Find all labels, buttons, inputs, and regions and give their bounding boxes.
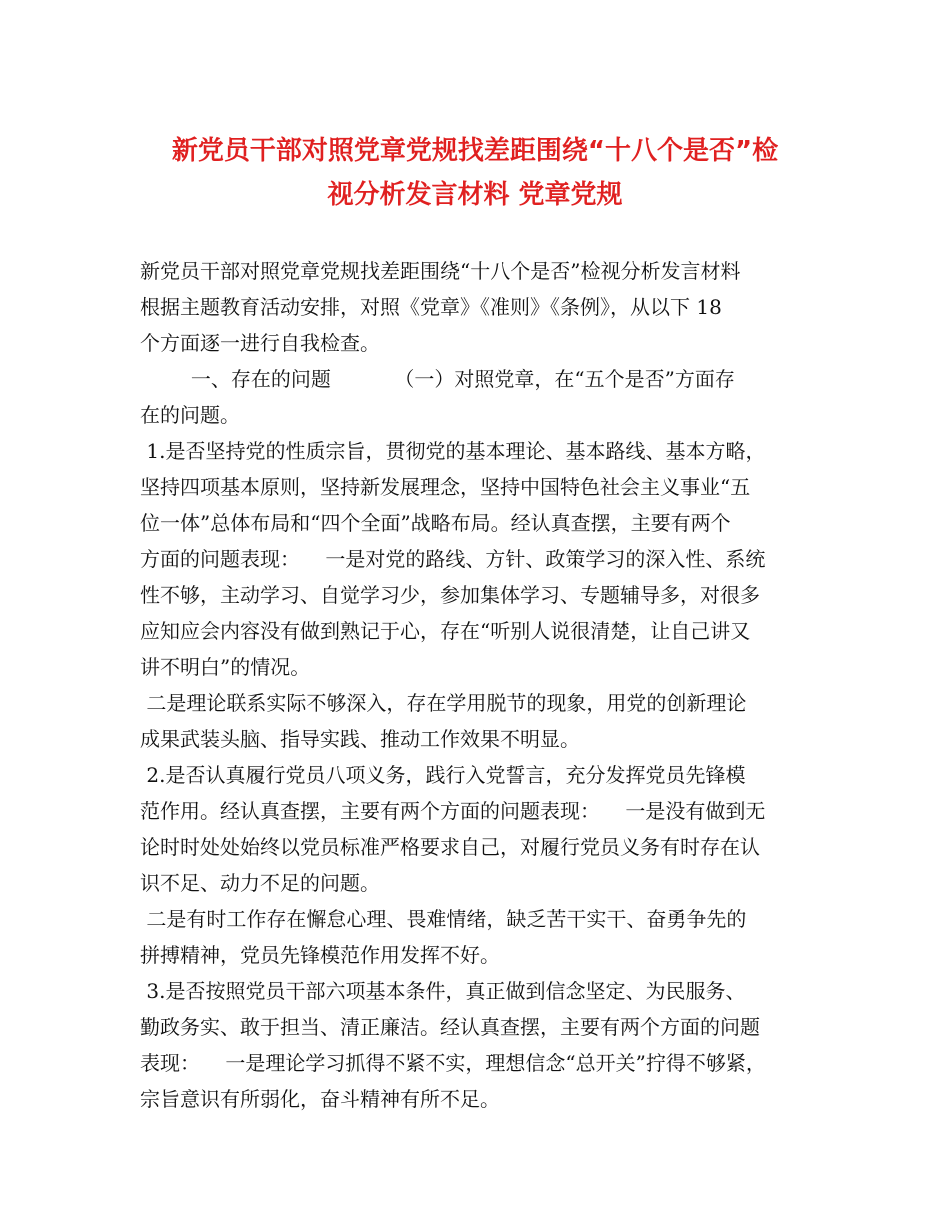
body-line: 应知应会内容没有做到熟记于心，存在“听别人说很清楚，让自己讲又 — [140, 619, 751, 643]
body-line: 拼搏精神，党员先锋模范作用发挥不好。 — [140, 943, 500, 967]
body-line: 2.是否认真履行党员八项义务，践行入党誓言，充分发挥党员先锋模 — [140, 763, 746, 787]
body-line: 新党员干部对照党章党规找差距围绕“十八个是否”检视分析发言材料 — [140, 259, 741, 283]
body-line: 范作用。经认真查摆，主要有两个方面的问题表现： 一是没有做到无 — [140, 799, 766, 823]
body-line: 宗旨意识有所弱化，奋斗精神有所不足。 — [140, 1087, 500, 1111]
body-line: 位一体”总体布局和“四个全面”战略布局。经认真查摆，主要有两个 — [140, 511, 731, 535]
body-line: 论时时处处始终以党员标准严格要求自己，对履行党员义务有时存在认 — [140, 835, 760, 859]
body-line: 方面的问题表现： 一是对党的路线、方针、政策学习的深入性、系统 — [140, 547, 766, 571]
body-line: 二是理论联系实际不够深入，存在学用脱节的现象，用党的创新理论 — [140, 691, 747, 715]
body-line: 3.是否按照党员干部六项基本条件，真正做到信念坚定、为民服务、 — [140, 979, 746, 1003]
body-line: 二是有时工作存在懈怠心理、畏难情绪，缺乏苦干实干、奋勇争先的 — [140, 907, 747, 931]
body-line: 坚持四项基本原则，坚持新发展理念，坚持中国特色社会主义事业“五 — [140, 475, 751, 499]
document-title-line-2: 视分析发言材料 党章党规 — [327, 180, 623, 210]
body-line: 识不足、动力不足的问题。 — [140, 871, 380, 895]
body-line: 性不够，主动学习、自觉学习少，参加集体学习、专题辅导多，对很多 — [140, 583, 760, 607]
body-line: 表现： 一是理论学习抓得不紧不实，理想信念“总开关”拧得不够紧， — [140, 1051, 766, 1075]
body-line: 勤政务实、敢于担当、清正廉洁。经认真查摆，主要有两个方面的问题 — [140, 1015, 760, 1039]
body-line: 个方面逐一进行自我检查。 — [140, 331, 380, 355]
document-title-line-1: 新党员干部对照党章党规找差距围绕“十八个是否”检 — [171, 136, 779, 166]
body-line: 一、存在的问题 （一）对照党章，在“五个是否”方面存 — [140, 367, 735, 391]
body-line: 在的问题。 — [140, 403, 240, 427]
body-line: 成果武装头脑、指导实践、推动工作效果不明显。 — [140, 727, 580, 751]
body-line: 根据主题教育活动安排，对照《党章》《准则》《条例》，从以下 18 — [140, 295, 722, 319]
body-line: 1.是否坚持党的性质宗旨，贯彻党的基本理论、基本路线、基本方略， — [140, 439, 766, 463]
body-line: 讲不明白”的情况。 — [140, 655, 311, 679]
